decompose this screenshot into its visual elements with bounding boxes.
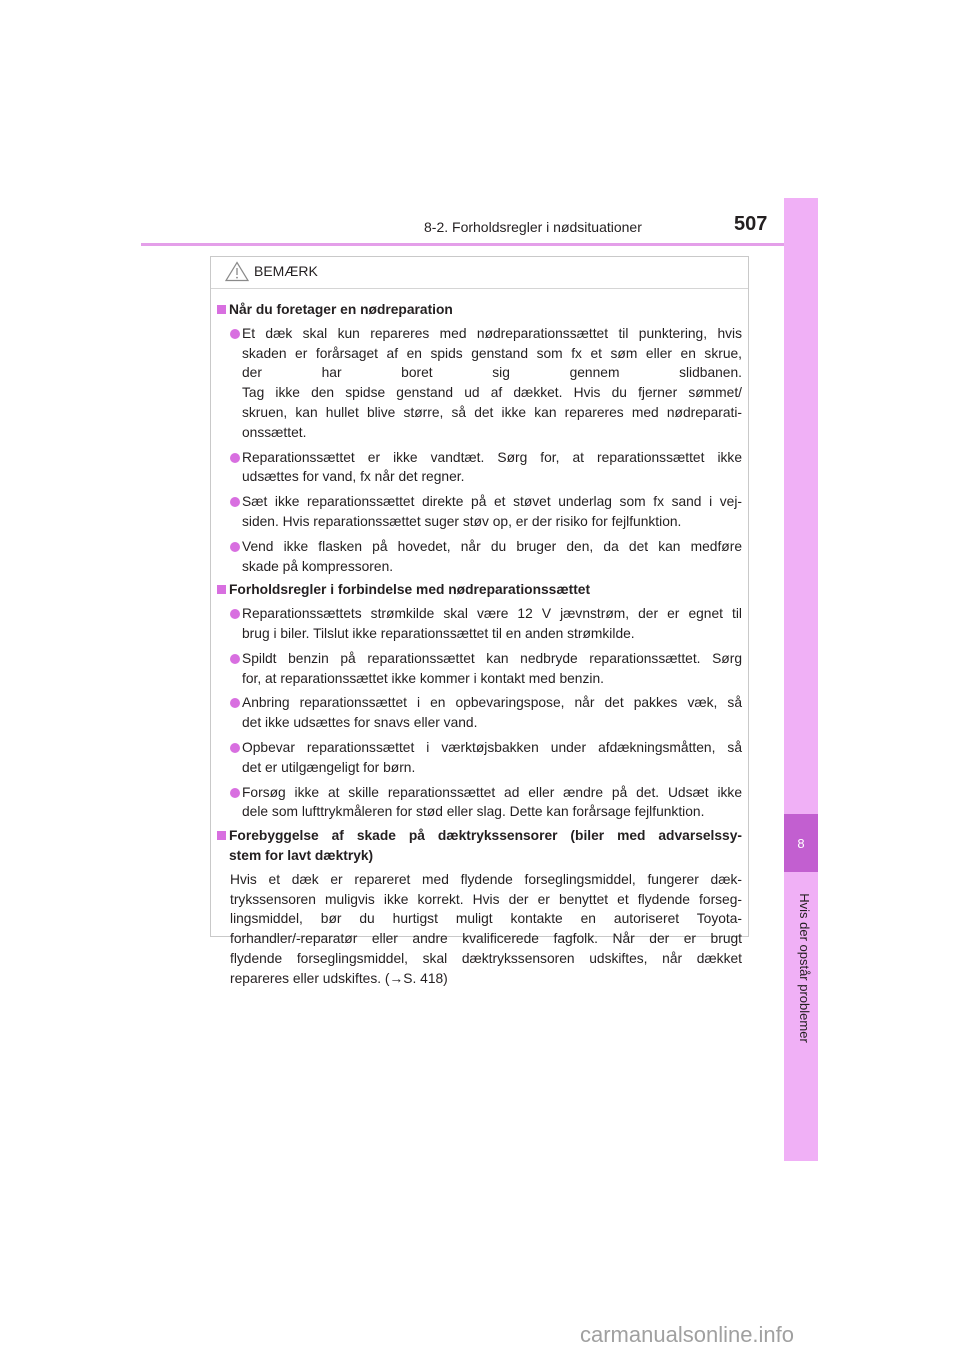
bullet-line: det er utilgængeligt for børn. [242, 759, 416, 775]
bullet-line: brug i biler. Tilslut ikke reparationssættet til en anden strømkilde. [242, 625, 635, 641]
section-title-line: Forebyggelse af skade på dæktrykssensorer (biler med advarselssy- [229, 828, 742, 844]
section-paragraph [217, 870, 742, 989]
bullet-line: skade på kompressoren. [242, 558, 394, 574]
round-bullet-icon [230, 788, 240, 798]
bullet-line: Vend ikke flasken på hovedet, når du bruger den, da det kan medføre [242, 538, 742, 554]
section-title-text: Forholdsregler i forbindelse med nødreparationssættet [229, 582, 591, 598]
bullet-item [217, 448, 742, 488]
bullet-item [217, 649, 742, 689]
paragraph-line: lingsmiddel, bør du hurtigst muligt kontakte en autoriseret Toyota- [230, 911, 742, 927]
bullet-line: siden. Hvis reparationssættet suger støv op, er der risiko for fejlfunktion. [242, 513, 682, 529]
bullet-item [217, 738, 742, 778]
bullet-line: det ikke udsættes for snavs eller vand. [242, 715, 478, 731]
bullet-line: Sæt ikke reparationssættet direkte på et støvet underlag som fx sand i vej- [242, 494, 742, 510]
round-bullet-icon [230, 542, 240, 552]
bullet-item [217, 324, 742, 443]
bullet-line: skruen, kan hullet blive større, så det ikke kan repareres med nødreparati- [242, 404, 742, 420]
bullet-line: skaden er forårsaget af en spids genstand som fx et søm eller en skrue, [242, 345, 742, 361]
bullet-line: Spildt benzin på reparationssættet kan nedbryde reparationssættet. Sørg [242, 650, 742, 666]
notice-label: BEMÆRK [254, 263, 318, 279]
round-bullet-icon [230, 698, 240, 708]
bullet-line: Opbevar reparationssættet i værktøjsbakken under afdækningsmåtten, så [242, 739, 742, 755]
square-bullet-icon [217, 831, 226, 840]
notice-body [211, 289, 748, 989]
round-bullet-icon [230, 497, 240, 507]
bullet-line: Forsøg ikke at skille reparationssættet ad eller ændre på det. Udsæt ikke [242, 784, 742, 800]
chapter-number-tab[interactable]: 8 [784, 814, 818, 872]
bullet-line: onssættet. [242, 424, 307, 440]
page-number: 507 [734, 213, 768, 235]
bullet-line: Et dæk skal kun repareres med nødreparationssættet til punktering, hvis [242, 325, 742, 341]
section-header: 8-2. Forholdsregler i nødsituationer [424, 219, 642, 235]
notice-box [210, 256, 749, 986]
round-bullet-icon [230, 453, 240, 463]
paragraph-line: flydende forseglingsmiddel, skal dæktrykssensoren udskiftes, når dækket [230, 950, 742, 966]
bullet-line: dele som lufttrykmåleren for stød eller slag. Dette kan forårsage fejlfunktion. [242, 804, 705, 820]
square-bullet-icon [217, 585, 226, 594]
round-bullet-icon [230, 329, 240, 339]
round-bullet-icon [230, 609, 240, 619]
notice-section [217, 580, 742, 822]
round-bullet-icon [230, 743, 240, 753]
square-bullet-icon [217, 305, 226, 314]
notice-section [217, 826, 742, 988]
section-title [217, 826, 742, 866]
bullet-item [217, 604, 742, 644]
bullet-line: der har boret sig gennem slidbanen. [242, 365, 742, 381]
bullet-item [217, 783, 742, 823]
chapter-label: Hvis der opstår problemer [797, 893, 812, 1043]
paragraph-line: repareres eller udskiftes. (→S. 418) [230, 970, 448, 986]
watermark: carmanualsonline.info [580, 1322, 795, 1347]
bullet-line: Tag ikke den spidse genstand ud af dækket. Hvis du fjerner sømmet/ [242, 385, 742, 401]
header-divider [141, 243, 818, 246]
bullet-line: Anbring reparationssættet i en opbevaringspose, når det pakkes væk, så [242, 695, 742, 711]
section-title-text: Når du foretager en nødreparation [229, 302, 453, 317]
bullet-line: udsættes for vand, fx når det regner. [242, 469, 465, 485]
bullet-line: for, at reparationssættet ikke kommer i kontakt med benzin. [242, 670, 604, 686]
bullet-line: Reparationssættet er ikke vandtæt. Sørg for, at reparationssættet ikke [242, 449, 742, 465]
bullet-item [217, 492, 742, 532]
notice-header [211, 257, 748, 289]
section-title-line: stem for lavt dæktryk) [229, 847, 374, 863]
bullet-item [217, 537, 742, 577]
notice-section [217, 300, 742, 576]
paragraph-line: forhandler/-reparatør eller andre kvalificerede fagfolk. Når der er brugt [230, 931, 742, 947]
round-bullet-icon [230, 654, 240, 664]
section-title [217, 580, 742, 600]
paragraph-line: Hvis et dæk er repareret med flydende forseglingsmiddel, fungerer dæk- [230, 871, 742, 887]
paragraph-line: trykssensoren muligvis ikke korrekt. Hvis der er benyttet et flydende forseg- [230, 891, 742, 907]
bullet-line: Reparationssættets strømkilde skal være 12 V jævnstrøm, der er egnet til [242, 606, 742, 622]
bullet-item [217, 693, 742, 733]
section-title [217, 300, 742, 320]
warning-triangle-icon [225, 261, 249, 287]
